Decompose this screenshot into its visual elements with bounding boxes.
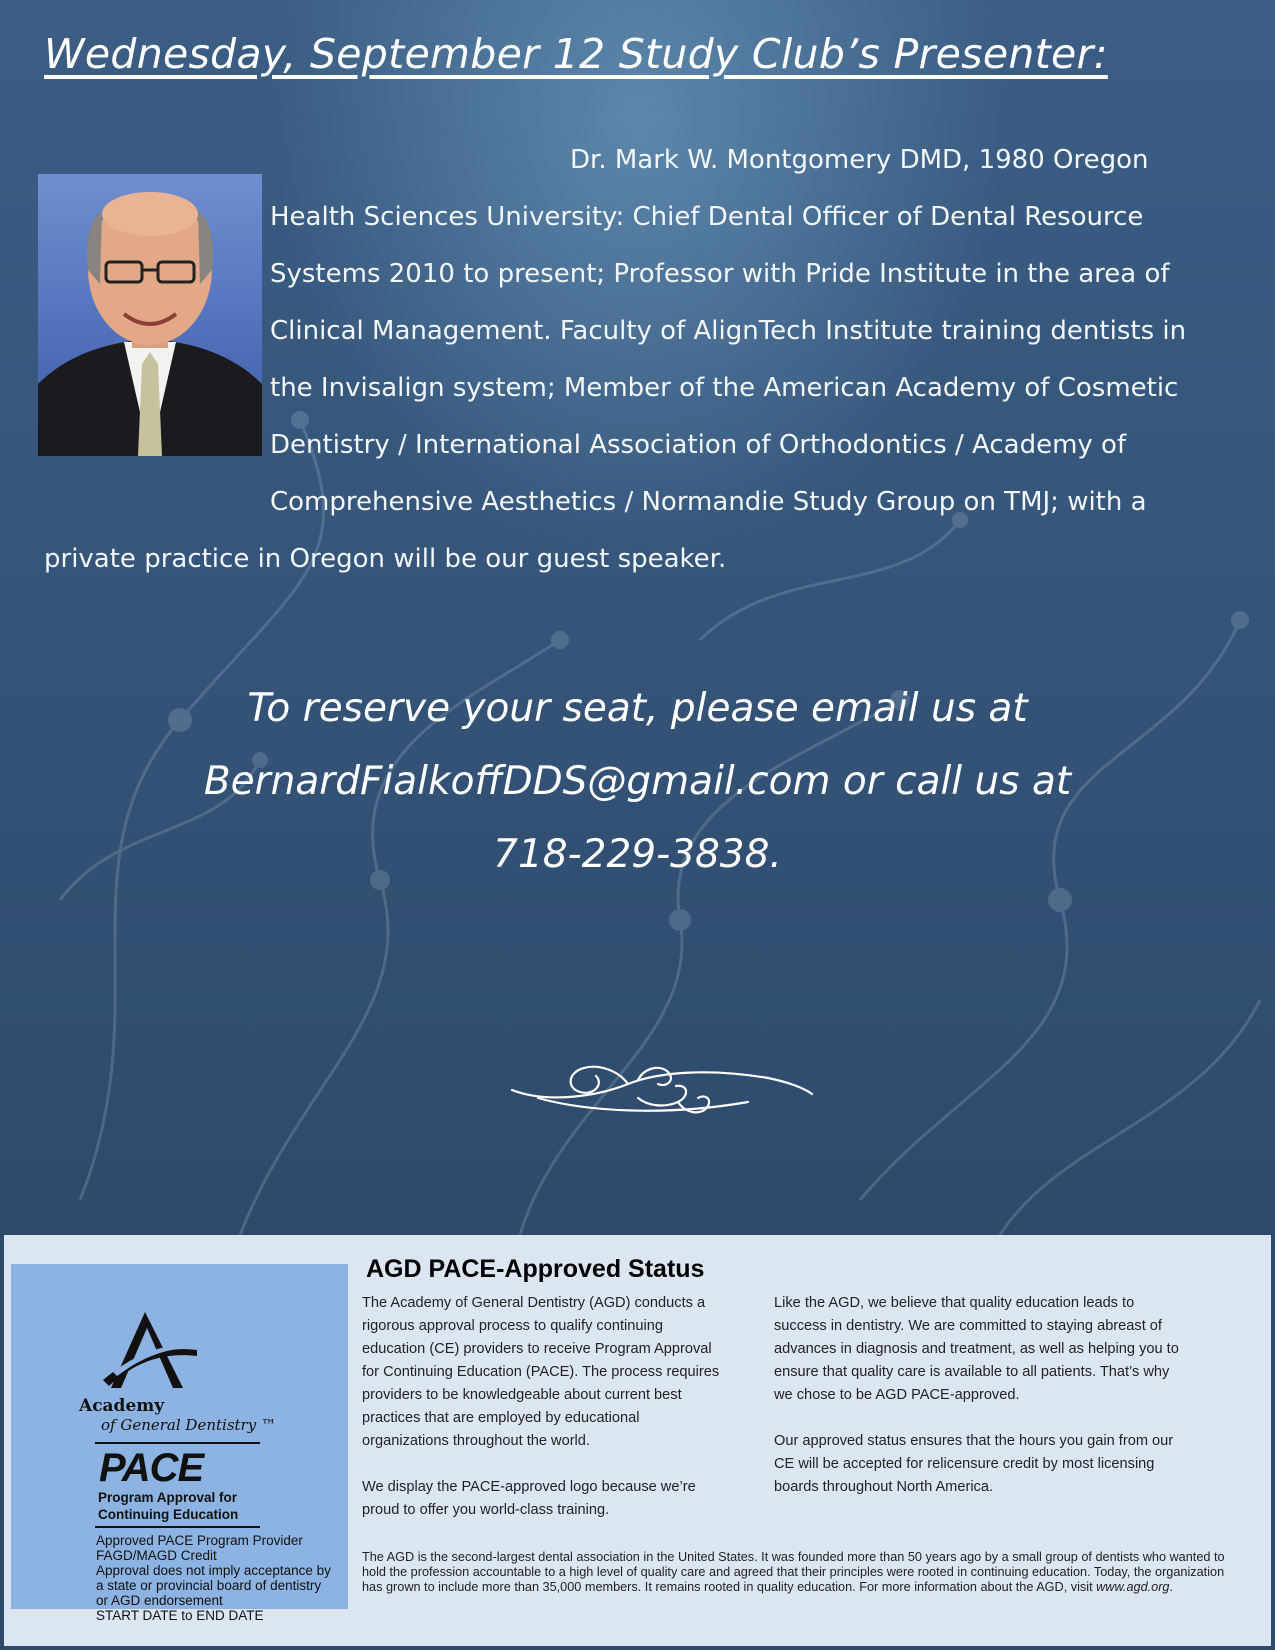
agd-about-note xyxy=(362,1550,1242,1595)
status-title: AGD PACE-Approved Status xyxy=(366,1255,705,1283)
pace-info-line: Approved PACE Program Provider xyxy=(96,1533,303,1548)
pace-provider-info xyxy=(96,1533,346,1623)
flourish-ornament xyxy=(508,1054,816,1124)
status-column-left xyxy=(362,1292,722,1545)
pace-wordmark: PACE xyxy=(99,1446,204,1490)
page-border xyxy=(0,1646,1275,1650)
divider xyxy=(95,1526,260,1528)
reservation-note xyxy=(60,672,1215,891)
status-paragraph: Our approved status ensures that the hours you gain from our CE will be accepted for relicensure credit by most licensing boards throughout North America. xyxy=(774,1433,1174,1495)
status-paragraph: Like the AGD, we believe that quality education leads to success in dentistry. We are committed to staying abreast of advances in diagnosis and treatment, as well as helping you to ensure that quality care is available to all patients. That’s why we chose to be AGD PACE-approved. xyxy=(774,1295,1179,1403)
reserve-line-1: To reserve your seat, please email us at xyxy=(247,686,1028,731)
agd-academy-text: Academy xyxy=(79,1396,165,1416)
agd-website-link[interactable]: www.agd.org xyxy=(1096,1580,1170,1594)
pace-info-line: START DATE to END DATE xyxy=(96,1608,264,1623)
agd-logo-icon xyxy=(101,1310,201,1390)
headline: Wednesday, September 12 Study Club’s Presenter: xyxy=(44,30,1108,78)
pace-subtitle xyxy=(98,1489,268,1523)
pace-info-line: Approval does not imply acceptance by xyxy=(96,1563,331,1578)
reserve-email-line: BernardFialkoffDDS@gmail.com or call us at xyxy=(203,759,1072,804)
bio-text: Dr. Mark W. Montgomery DMD, 1980 Oregon Health Sciences University: Chief Dental Officer of Dental Resource Systems 2010 to present; Professor with Pride Institute in the area of Clinical Management. Faculty of AlignTech Institute training dentists in the Invisalign system; Member of the American Academy of Cosmetic Dentistry / International Association of Orthodontics / Academy of Comprehensive Aesthetics / Normandie Study Group on TMJ; with a private practice in Oregon will be our guest speaker. xyxy=(44,145,1187,574)
pace-subtitle-line-2: Continuing Education xyxy=(98,1507,239,1522)
pace-info-line: FAGD/MAGD Credit xyxy=(96,1548,217,1563)
pace-info-line: or AGD endorsement xyxy=(96,1593,223,1608)
pace-subtitle-line-1: Program Approval for xyxy=(98,1490,238,1505)
presenter-bio xyxy=(44,132,1224,588)
pace-info-line: a state or provincial board of dentistry xyxy=(96,1578,322,1593)
agd-about-end: . xyxy=(1169,1580,1174,1594)
status-paragraph: We display the PACE-approved logo because we’re proud to offer you world-class training. xyxy=(362,1479,696,1518)
pace-logo-panel xyxy=(11,1264,348,1623)
status-column-right xyxy=(774,1292,1189,1522)
status-paragraph: The Academy of General Dentistry (AGD) conducts a rigorous approval process to qualify continuing education (CE) providers to receive Program Approval for Continuing Education (PACE). The process requires providers to be knowledgeable about current best practices that are employed by educational organizations throughout the world. xyxy=(362,1295,720,1449)
reserve-phone-line: 718-229-3838. xyxy=(493,832,782,877)
pace-footer xyxy=(4,1235,1271,1646)
divider xyxy=(95,1442,260,1444)
agd-general-dentistry-text: of General Dentistry ™ xyxy=(101,1416,276,1434)
agd-about-text: The AGD is the second-largest dental association in the United States. It was founded more than 50 years ago by a small group of dentists who wanted to hold the profession accountable to a high level of quality care and agreed that their principles were rooted in continuing education. Today, the organization has grown to include more than 35,000 members. It remains rooted in quality education. For more information about the AGD, visit xyxy=(362,1550,1225,1594)
